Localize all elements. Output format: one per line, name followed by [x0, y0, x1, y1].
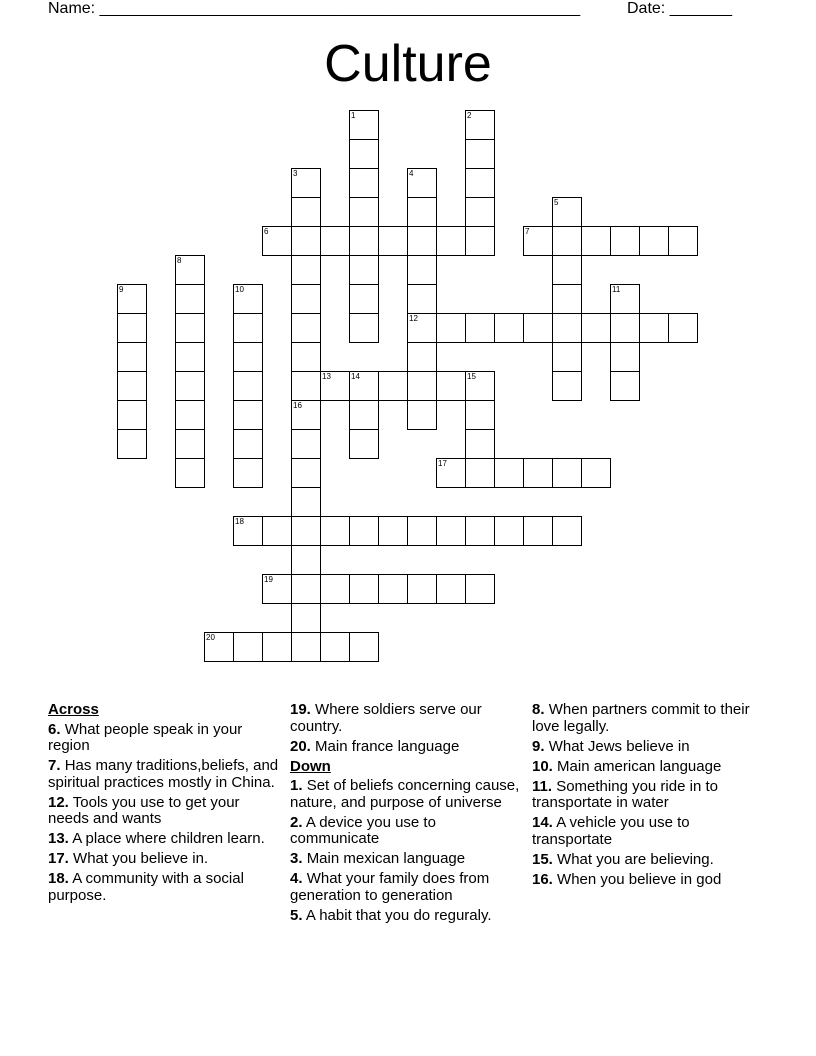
clue-number: 10.: [532, 757, 553, 775]
grid-cell[interactable]: [465, 574, 495, 604]
grid-cell[interactable]: [465, 226, 495, 256]
clue-number: 18.: [48, 870, 69, 888]
grid-cell[interactable]: [175, 284, 205, 314]
grid-cell[interactable]: [117, 284, 147, 314]
grid-cell[interactable]: [349, 516, 379, 546]
grid-cell[interactable]: [465, 429, 495, 459]
clue-number-label: 7: [525, 227, 530, 236]
grid-cell[interactable]: [291, 342, 321, 372]
grid-cell[interactable]: [262, 226, 292, 256]
grid-cell[interactable]: [407, 197, 437, 227]
grid-cell[interactable]: [233, 400, 263, 430]
grid-cell[interactable]: [320, 371, 350, 401]
grid-cell[interactable]: [552, 284, 582, 314]
grid-cell[interactable]: [465, 197, 495, 227]
grid-cell[interactable]: [436, 516, 466, 546]
grid-cell[interactable]: [233, 632, 263, 662]
clue-text: A habit that you do reguraly.: [305, 906, 492, 924]
grid-cell[interactable]: [349, 139, 379, 169]
down-clue-1: [290, 778, 526, 811]
clue-text: What your family does from generation to generation: [290, 870, 490, 904]
grid-cell[interactable]: [552, 255, 582, 285]
grid-cell[interactable]: [436, 458, 466, 488]
down-clue-14: [532, 815, 768, 848]
grid-cell[interactable]: [349, 255, 379, 285]
clue-number: 17.: [48, 850, 69, 868]
clue-text: What people speak in your region: [48, 720, 243, 755]
clue-number: 12.: [48, 793, 69, 811]
grid-cell[interactable]: [233, 371, 263, 401]
grid-cell[interactable]: [291, 516, 321, 546]
across-clue-13: [48, 831, 284, 848]
grid-cell[interactable]: [465, 400, 495, 430]
grid-cell[interactable]: [349, 400, 379, 430]
grid-cell[interactable]: [291, 168, 321, 198]
grid-cell[interactable]: [349, 632, 379, 662]
grid-cell[interactable]: [610, 371, 640, 401]
grid-cell[interactable]: [407, 371, 437, 401]
grid-cell[interactable]: [175, 313, 205, 343]
clue-number-label: 15: [467, 372, 476, 381]
grid-cell[interactable]: [291, 371, 321, 401]
across-heading: Across: [48, 701, 99, 718]
grid-cell[interactable]: [494, 313, 524, 343]
clues-column-2: [290, 702, 526, 928]
grid-cell[interactable]: [407, 284, 437, 314]
grid-cell[interactable]: [349, 371, 379, 401]
grid-cell[interactable]: [552, 342, 582, 372]
grid-cell[interactable]: [407, 255, 437, 285]
clue-text: Where soldiers serve our country.: [290, 701, 482, 735]
grid-cell[interactable]: [378, 371, 408, 401]
grid-cell[interactable]: [349, 313, 379, 343]
grid-cell[interactable]: [349, 574, 379, 604]
clue-number: 3.: [290, 850, 303, 868]
clue-number-label: 17: [438, 459, 447, 468]
date-field: Date: _______: [627, 0, 732, 17]
clue-text: What you are believing.: [557, 850, 714, 868]
grid-cell[interactable]: [320, 632, 350, 662]
clue-number: 13.: [48, 830, 69, 848]
clue-number-label: 6: [264, 227, 269, 236]
clue-number-label: 12: [409, 314, 418, 323]
clue-number-label: 11: [612, 285, 621, 294]
grid-cell[interactable]: [175, 342, 205, 372]
grid-cell[interactable]: [291, 458, 321, 488]
grid-cell[interactable]: [494, 516, 524, 546]
grid-cell[interactable]: [378, 516, 408, 546]
grid-cell[interactable]: [291, 226, 321, 256]
clue-number: 2.: [290, 813, 303, 831]
grid-cell[interactable]: [117, 371, 147, 401]
clue-number: 11.: [532, 777, 553, 795]
down-heading: Down: [290, 757, 331, 775]
down-clue-15: [532, 852, 768, 869]
clue-number-label: 13: [322, 372, 331, 381]
grid-cell[interactable]: [349, 168, 379, 198]
grid-cell[interactable]: [610, 226, 640, 256]
clue-number-label: 9: [119, 285, 124, 294]
clue-text: When partners commit to their love legally.: [532, 701, 750, 735]
grid-cell[interactable]: [436, 313, 466, 343]
grid-cell[interactable]: [639, 313, 669, 343]
clue-number-label: 1: [351, 111, 356, 120]
grid-cell[interactable]: [117, 429, 147, 459]
down-clue-16: [532, 872, 768, 889]
grid-cell[interactable]: [407, 226, 437, 256]
grid-cell[interactable]: [523, 458, 553, 488]
down-clue-2: [290, 815, 526, 848]
grid-cell[interactable]: [581, 313, 611, 343]
clue-number-label: 18: [235, 517, 244, 526]
grid-cell[interactable]: [552, 226, 582, 256]
clue-number-label: 16: [293, 401, 302, 410]
grid-cell[interactable]: [291, 197, 321, 227]
grid-cell[interactable]: [262, 516, 292, 546]
clue-text: What you believe in.: [73, 850, 209, 868]
clue-number: 8.: [532, 701, 545, 718]
clue-number: 14.: [532, 814, 553, 832]
down-clue-11: [532, 779, 768, 812]
grid-cell[interactable]: [291, 400, 321, 430]
clue-text: Main mexican language: [306, 850, 466, 868]
name-field: Name: ______________________________________________________: [48, 0, 581, 17]
grid-cell[interactable]: [581, 458, 611, 488]
grid-cell[interactable]: [262, 574, 292, 604]
clue-text: When you believe in god: [557, 870, 722, 888]
grid-cell[interactable]: [175, 458, 205, 488]
down-clue-8: [532, 702, 768, 735]
clue-number: 4.: [290, 870, 303, 888]
grid-cell[interactable]: [552, 313, 582, 343]
grid-cell[interactable]: [523, 226, 553, 256]
grid-cell[interactable]: [233, 284, 263, 314]
grid-cell[interactable]: [610, 284, 640, 314]
grid-cell[interactable]: [465, 458, 495, 488]
grid-cell[interactable]: [291, 574, 321, 604]
clue-text: Tools you use to get your needs and wants: [48, 793, 240, 828]
down-clue-5: [290, 908, 526, 925]
grid-cell[interactable]: [262, 632, 292, 662]
grid-cell[interactable]: [552, 458, 582, 488]
grid-cell[interactable]: [349, 110, 379, 140]
grid-cell[interactable]: [552, 516, 582, 546]
clue-text: A device you use to communicate: [290, 813, 436, 848]
clue-text: Set of beliefs concerning cause, nature, and purpose of universe: [290, 777, 520, 811]
clue-number: 5.: [290, 906, 303, 924]
grid-cell[interactable]: [349, 197, 379, 227]
grid-cell[interactable]: [378, 574, 408, 604]
grid-cell[interactable]: [291, 284, 321, 314]
grid-cell[interactable]: [639, 226, 669, 256]
clue-number: 19.: [290, 701, 311, 718]
clue-number: 15.: [532, 850, 553, 868]
across-clue-7: [48, 758, 284, 791]
grid-cell[interactable]: [523, 516, 553, 546]
clue-text: A place where children learn.: [72, 830, 265, 848]
grid-cell[interactable]: [494, 458, 524, 488]
across-clue-18: [48, 871, 284, 904]
clue-number: 7.: [48, 757, 61, 775]
grid-cell[interactable]: [407, 516, 437, 546]
grid-cell[interactable]: [175, 255, 205, 285]
down-clue-3: [290, 851, 526, 868]
clue-number-label: 19: [264, 575, 273, 584]
grid-cell[interactable]: [436, 371, 466, 401]
grid-cell[interactable]: [175, 429, 205, 459]
grid-cell[interactable]: [320, 574, 350, 604]
clue-number-label: 14: [351, 372, 360, 381]
grid-cell[interactable]: [204, 632, 234, 662]
clue-text: Has many traditions,beliefs, and spiritual practices mostly in China.: [48, 757, 279, 791]
down-clue-9: [532, 739, 768, 756]
clue-text: Main france language: [315, 737, 460, 755]
across-clue-17: [48, 851, 284, 868]
grid-cell[interactable]: [291, 255, 321, 285]
clue-number-label: 2: [467, 111, 472, 120]
across-clue-20: [290, 739, 526, 756]
grid-cell[interactable]: [320, 516, 350, 546]
grid-cell[interactable]: [291, 429, 321, 459]
down-clue-4: [290, 871, 526, 904]
grid-cell[interactable]: [465, 516, 495, 546]
grid-cell[interactable]: [291, 313, 321, 343]
across-clue-19: [290, 702, 526, 735]
grid-cell[interactable]: [407, 400, 437, 430]
grid-cell[interactable]: [291, 487, 321, 517]
grid-cell[interactable]: [436, 574, 466, 604]
grid-cell[interactable]: [291, 545, 321, 575]
clue-number-label: 4: [409, 169, 414, 178]
grid-cell[interactable]: [552, 197, 582, 227]
grid-cell[interactable]: [349, 226, 379, 256]
grid-cell[interactable]: [320, 226, 350, 256]
clue-number: 1.: [290, 777, 303, 795]
grid-cell[interactable]: [581, 226, 611, 256]
clue-text: A vehicle you use to transportate: [532, 814, 690, 848]
grid-cell[interactable]: [465, 371, 495, 401]
grid-cell[interactable]: [436, 226, 466, 256]
grid-cell[interactable]: [610, 342, 640, 372]
grid-cell[interactable]: [407, 168, 437, 198]
grid-cell[interactable]: [349, 284, 379, 314]
grid-cell[interactable]: [233, 429, 263, 459]
grid-cell[interactable]: [552, 371, 582, 401]
grid-cell[interactable]: [465, 313, 495, 343]
grid-cell[interactable]: [117, 313, 147, 343]
grid-cell[interactable]: [291, 603, 321, 633]
grid-cell[interactable]: [407, 313, 437, 343]
clue-number-label: 10: [235, 285, 244, 294]
clues-column-3: [532, 702, 768, 892]
clue-number: 6.: [48, 720, 61, 738]
grid-cell[interactable]: [378, 226, 408, 256]
grid-cell[interactable]: [233, 516, 263, 546]
grid-cell[interactable]: [233, 458, 263, 488]
clues-column-1: [48, 702, 284, 908]
clue-text: A community with a social purpose.: [48, 870, 244, 904]
grid-cell[interactable]: [465, 110, 495, 140]
grid-cell[interactable]: [407, 574, 437, 604]
down-clue-10: [532, 759, 768, 776]
grid-cell[interactable]: [668, 313, 698, 343]
grid-cell[interactable]: [175, 371, 205, 401]
clue-text: Main american language: [557, 757, 722, 775]
grid-cell[interactable]: [233, 342, 263, 372]
clue-number-label: 20: [206, 633, 215, 642]
clue-number: 9.: [532, 737, 545, 755]
clue-number-label: 8: [177, 256, 182, 265]
clue-text: Something you ride in to transportate in water: [532, 777, 718, 812]
grid-cell[interactable]: [175, 400, 205, 430]
grid-cell[interactable]: [610, 313, 640, 343]
page-title: Culture: [324, 35, 492, 93]
clue-text: What Jews believe in: [548, 737, 690, 755]
clue-number: 16.: [532, 870, 553, 888]
clue-number-label: 3: [293, 169, 298, 178]
grid-cell[interactable]: [117, 342, 147, 372]
across-clue-12: [48, 795, 284, 828]
grid-cell[interactable]: [465, 168, 495, 198]
grid-cell[interactable]: [523, 313, 553, 343]
grid-cell[interactable]: [117, 400, 147, 430]
clue-number: 20.: [290, 737, 311, 755]
grid-cell[interactable]: [349, 429, 379, 459]
grid-cell[interactable]: [465, 139, 495, 169]
clue-number-label: 5: [554, 198, 559, 207]
grid-cell[interactable]: [668, 226, 698, 256]
grid-cell[interactable]: [407, 342, 437, 372]
grid-cell[interactable]: [291, 632, 321, 662]
grid-cell[interactable]: [233, 313, 263, 343]
across-clue-6: [48, 722, 284, 755]
